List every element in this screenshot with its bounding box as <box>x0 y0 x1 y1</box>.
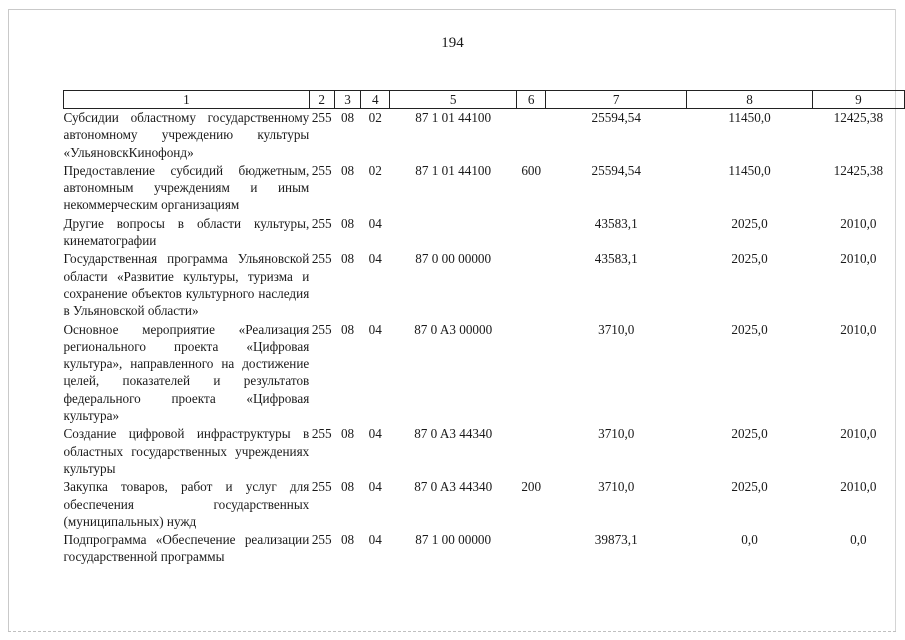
row-section: 08 <box>340 532 355 548</box>
row-description: Закупка товаров, работ и услуг для обеспечения государственных (муниципальных) нужд <box>63 479 310 529</box>
row-amount-col8: 11450,0 <box>728 110 771 125</box>
page-border-top <box>8 9 896 10</box>
row-target-article: 87 1 00 00000 <box>415 532 492 548</box>
row-amount-col9: 0,0 <box>850 532 867 548</box>
row-amount-col8: 2025,0 <box>731 251 768 267</box>
row-amount-col9: 12425,38 <box>833 162 884 178</box>
row-amount-col8: 2025,0 <box>731 321 768 337</box>
row-section: 08 <box>340 215 355 231</box>
table-row <box>64 478 905 531</box>
row-section: 08 <box>340 321 355 337</box>
row-subsection: 04 <box>368 215 382 231</box>
row-amount-col9: 2010,0 <box>840 215 877 231</box>
row-expense-type: 200 <box>521 479 542 495</box>
row-amount-col8: 0,0 <box>741 532 758 548</box>
row-target-article <box>390 215 517 251</box>
row-expense-type <box>517 321 546 426</box>
row-amount-col9: 2010,0 <box>840 251 877 267</box>
row-target-article: 87 0 A3 00000 <box>414 321 493 337</box>
page-border-left <box>8 9 9 631</box>
header-col-4: 4 <box>361 91 390 109</box>
budget-table <box>63 90 905 567</box>
row-expense-type <box>517 531 546 567</box>
header-col-3: 3 <box>334 91 361 109</box>
row-description: Предоставление субсидий бюджетным, автономным учреждениям и иным некоммерческим организациям <box>63 162 310 213</box>
page-number: 194 <box>441 35 464 51</box>
row-amount-col7: 25594,54 <box>591 162 641 178</box>
row-target-article: 87 1 01 44100 <box>415 110 492 125</box>
row-subsection: 04 <box>368 532 382 548</box>
header-col-9: 9 <box>812 91 904 109</box>
header-col-5: 5 <box>390 91 517 109</box>
row-target-article: 87 0 00 00000 <box>415 251 492 267</box>
table-row <box>64 215 905 251</box>
row-ministry-code: 255 <box>311 215 332 231</box>
row-target-article: 87 0 A3 44340 <box>414 426 493 442</box>
table-row <box>64 531 905 567</box>
row-subsection: 02 <box>368 110 382 125</box>
page-border-bottom <box>8 631 896 632</box>
row-target-article: 87 1 01 44100 <box>415 162 492 178</box>
row-ministry-code: 255 <box>311 110 332 125</box>
row-expense-type <box>517 250 546 320</box>
row-description: Подпрограмма «Обеспечение реализации государственной программы <box>63 532 310 565</box>
row-description: Субсидии областному государственному автономному учреждению культуры «УльяновскКинофонд» <box>63 110 310 160</box>
row-amount-col7: 3710,0 <box>598 321 635 337</box>
row-subsection: 02 <box>368 162 382 178</box>
table-row <box>64 109 905 162</box>
row-ministry-code: 255 <box>311 479 332 495</box>
row-subsection: 04 <box>368 251 382 267</box>
row-ministry-code: 255 <box>311 251 332 267</box>
header-row <box>64 91 905 109</box>
row-expense-type: 600 <box>521 162 542 178</box>
row-subsection: 04 <box>368 479 382 495</box>
row-expense-type <box>517 215 546 251</box>
header-col-7: 7 <box>546 91 687 109</box>
row-subsection: 04 <box>368 426 382 442</box>
row-ministry-code: 255 <box>311 426 332 442</box>
row-amount-col7: 25594,54 <box>591 110 641 125</box>
header-col-8: 8 <box>687 91 812 109</box>
row-amount-col8: 11450,0 <box>728 162 771 178</box>
row-amount-col7: 43583,1 <box>594 251 638 267</box>
row-amount-col7: 3710,0 <box>598 426 635 442</box>
row-expense-type <box>517 109 546 162</box>
header-col-1: 1 <box>64 91 310 109</box>
row-amount-col9: 12425,38 <box>833 110 884 125</box>
row-ministry-code: 255 <box>311 321 332 337</box>
table-body <box>64 109 905 567</box>
row-description: Другие вопросы в области культуры, кинематографии <box>63 215 310 249</box>
header-col-6: 6 <box>517 91 546 109</box>
row-ministry-code: 255 <box>311 162 332 178</box>
row-section: 08 <box>340 251 355 267</box>
row-description: Основное мероприятие «Реализация регионального проекта «Цифровая культура», направленного на достижение целей, показателей и результатов федерального проекта «Цифровая культура» <box>63 321 310 424</box>
table-header <box>64 91 905 109</box>
row-amount-col9: 2010,0 <box>840 321 877 337</box>
row-section: 08 <box>340 479 355 495</box>
row-ministry-code: 255 <box>311 532 332 548</box>
row-section: 08 <box>340 162 355 178</box>
row-amount-col8: 2025,0 <box>731 479 768 495</box>
table-row <box>64 162 905 215</box>
row-target-article: 87 0 A3 44340 <box>414 479 493 495</box>
row-amount-col7: 3710,0 <box>598 479 635 495</box>
row-description: Государственная программа Ульяновской области «Развитие культуры, туризма и сохранение объектов культурного наследия в Ульяновской области» <box>63 251 310 319</box>
row-section: 08 <box>340 110 355 125</box>
row-amount-col7: 43583,1 <box>594 215 638 231</box>
row-amount-col7: 39873,1 <box>594 532 638 548</box>
row-description: Создание цифровой инфраструктуры в областных государственных учреждениях культуры <box>63 426 310 476</box>
table-row <box>64 250 905 320</box>
header-col-2: 2 <box>309 91 334 109</box>
row-section: 08 <box>340 426 355 442</box>
row-expense-type <box>517 425 546 478</box>
row-amount-col8: 2025,0 <box>731 215 768 231</box>
row-amount-col9: 2010,0 <box>840 479 877 495</box>
table-row <box>64 321 905 426</box>
row-amount-col9: 2010,0 <box>840 426 877 442</box>
table-row <box>64 425 905 478</box>
row-subsection: 04 <box>368 321 382 337</box>
row-amount-col8: 2025,0 <box>731 426 768 442</box>
